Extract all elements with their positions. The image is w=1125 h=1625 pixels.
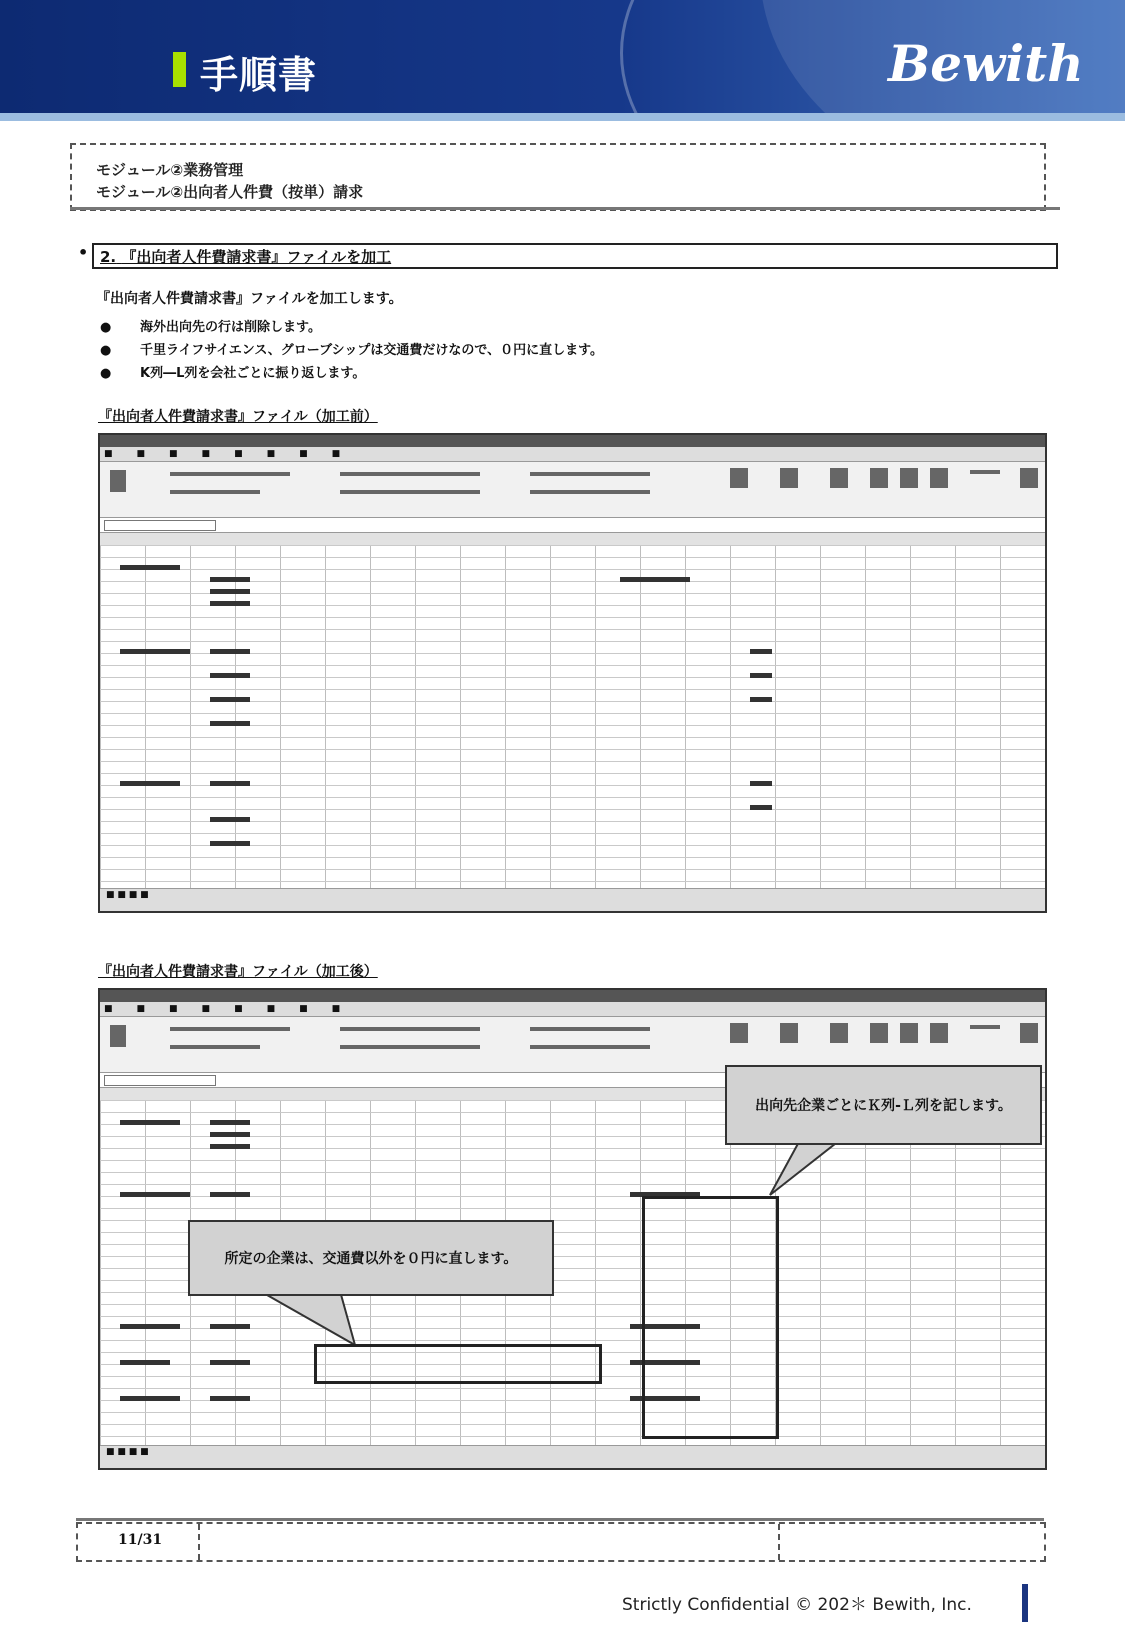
callout-zero-yen: 所定の企業は、交通費以外を０円に直します。 xyxy=(188,1220,554,1296)
section-number: 2. xyxy=(100,248,117,266)
sheet-tabs-status-bar: ■ ■ ■ ■ xyxy=(100,888,1045,911)
section-title: 『出向者人件費請求書』ファイルを加工 xyxy=(121,248,392,266)
highlight-kl-columns xyxy=(642,1196,779,1439)
module-line-1: モジュール②業務管理 xyxy=(96,161,244,179)
highlight-zero-row xyxy=(314,1344,602,1384)
company-logo: Bewith xyxy=(888,34,1084,93)
sheet-tabs-status-bar: ■ ■ ■ ■ xyxy=(100,1445,1045,1468)
footer-rule xyxy=(76,1518,1044,1521)
bullet-text: 千里ライフサイエンス、グローブシップは交通費だけなので、０円に直します。 xyxy=(140,343,604,358)
page-title: 手順書 xyxy=(200,53,318,97)
bullet-text: 海外出向先の行は削除します。 xyxy=(140,320,321,335)
bullet-icon: ● xyxy=(100,320,112,335)
caption-before: 『出向者人件費請求書』ファイル（加工前） xyxy=(98,409,378,425)
callout-pointer-zero xyxy=(260,1291,355,1345)
page-number: 11/31 xyxy=(118,1532,163,1548)
module-line-2: モジュール②出向者人件費（按単）請求 xyxy=(96,183,364,201)
section-marker: • xyxy=(78,243,89,262)
confidential-notice: Strictly Confidential © 202＊ Bewith, Inc. xyxy=(622,1595,972,1615)
bullet-icon: ● xyxy=(100,343,112,358)
ribbon-tabs: ■ ■ ■ ■ ■ ■ ■ ■ xyxy=(100,1002,1045,1017)
section-intro: 『出向者人件費請求書』ファイルを加工します。 xyxy=(96,291,403,307)
ribbon-tabs: ■ ■ ■ ■ ■ ■ ■ ■ xyxy=(100,447,1045,462)
bullet-icon: ● xyxy=(100,366,112,381)
footer-box xyxy=(76,1522,1046,1562)
footer-divider xyxy=(198,1524,200,1560)
callout-pointer-kl xyxy=(770,1140,840,1195)
caption-after: 『出向者人件費請求書』ファイル（加工後） xyxy=(98,964,378,980)
callout-kl-columns: 出向先企業ごとにＫ列-Ｌ列を記します。 xyxy=(725,1065,1042,1145)
footer-accent-bar xyxy=(1022,1584,1028,1622)
bullet-text: K列―L列を会社ごとに振り返します。 xyxy=(140,366,366,381)
footer-divider xyxy=(778,1524,780,1560)
